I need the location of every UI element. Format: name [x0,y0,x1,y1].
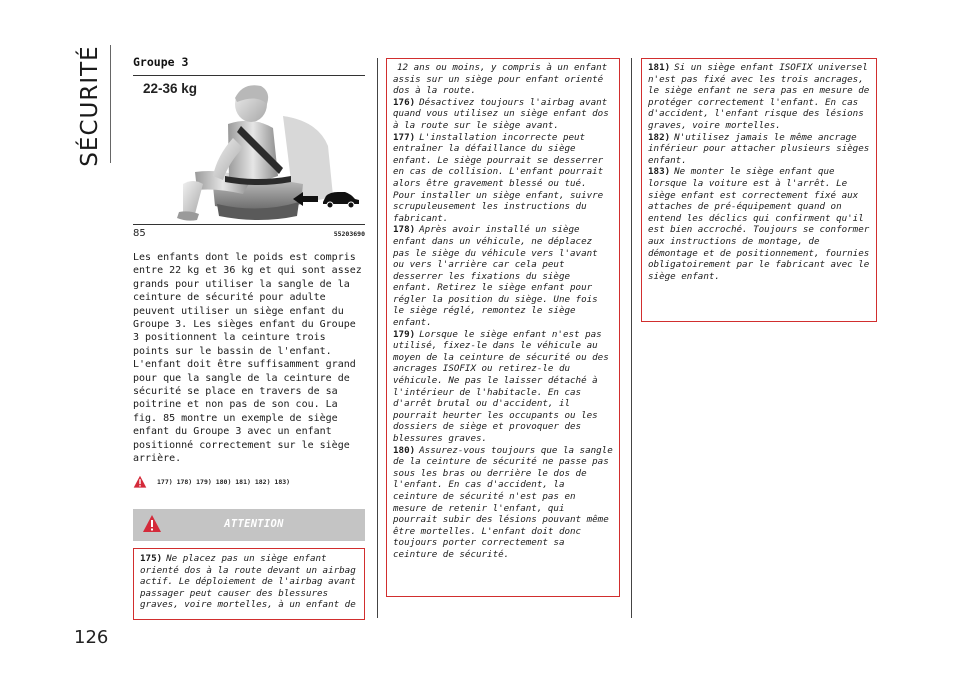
warning-item: 183) Ne monter le siège enfant que lorsque la voiture est à l'arrêt. Le siège enfant est correctement fixé aux attaches de pré-équipement quand on entend les déclics qui confirment qu'il est bien accroché. Toujours se conformer aux instructions de montage, de démontage et de positionnement, fournies obligatoirement par le fabricant avec le siège enfant. [648,166,870,282]
warning-box [133,548,365,620]
warning-item: 181) Si un siège enfant ISOFIX universel n'est pas fixé avec les trois ancrages, le siège enfant ne sera pas en mesure de protéger correctement l'enfant. En cas d'accident, l'enfant risque des lésions graves, voire mortelles. [648,62,870,131]
column-divider [377,58,378,618]
image-code: 55203690 [333,230,365,238]
page-number: 126 [74,627,109,648]
warning-item: 175) Ne placez pas un siège enfant orienté dos à la route devant un airbag actif. Le déploiement de l'airbag avant passager peut causer des blessures graves, voire mortelles, à un enfant de [140,553,356,611]
attention-label: ATTENTION [224,518,284,530]
section-divider [110,45,111,163]
warning-item: 182) N'utilisez jamais le même ancrage inférieur pour attacher plusieurs sièges enfant. [648,131,870,166]
warning-references: 177) 178) 179) 180) 181) 182) 183) [133,475,365,489]
child-seat-illustration [133,76,365,225]
car-direction-icon [323,192,359,208]
warning-triangle-icon [133,475,147,489]
column-divider [631,58,632,618]
warning-item: 177) L'installation incorrecte peut entraîner la défaillance du siège enfant. Le siège pourrait se desserrer en cas de collision. L'enfant pourrait alors être gravement blessé ou tué. Pour installer un siège enfant, suivre scrupuleusement les instructions du fabricant. [393,131,604,224]
warning-item: 180) Assurez-vous toujours que la sangle de la ceinture de sécurité ne passe pas sous les bras ou derrière le dos de l'enfant. En cas d'accident, la ceinture de sécurité n'est pas en mesure de retenir l'enfant, qui pourrait subir des lésions pouvant même être mortelles. L'enfant doit donc toujours porter correctement sa ceinture de sécurité. [393,444,613,560]
warning-item: 178) Après avoir installé un siège enfant dans un véhicule, ne déplacez pas le siège du véhicule vers l'avant ou vers l'arrière car cela peut desserrer les fixations du siège enfant. Retirez le siège enfant pour régler la position du siège. Une fois le siège réglé, remontez le siège enfant. [393,224,598,329]
warning-item: 12 ans ou moins, y compris à un enfant assis sur un siège pour enfant orienté dos à la route. [393,62,608,97]
body-paragraph: Les enfants dont le poids est compris entre 22 kg et 36 kg et qui sont assez grands pour utiliser la sangle de la ceinture de sécurité pour adulte peuvent utiliser un siège enfant du Groupe 3. Les sièges enfant du Groupe 3 positionnent la ceinture trois points sur le bassin de l'enfant. L'enfant doit être suffisamment grand pour que la sangle de la ceinture de sécurité se place en travers de sa poitrine et non pas de son cou. La fig. 85 montre un exemple de siège enfant du Groupe 3 avec un enfant positionné correctement sur le siège arrière. [133,252,362,465]
weight-label: 22-36 kg [143,81,198,96]
figure-illustration [133,75,365,225]
group-heading: Groupe 3 [133,55,189,69]
figure-caption [133,228,365,240]
attention-header [133,509,365,541]
figure-number: 85 [133,228,146,239]
warning-item: 179) Lorsque le siège enfant n'est pas utilisé, fixez-le dans le véhicule au moyen de la ceinture de sécurité ou des ancrages ISOFIX ou retirez-le du véhicule. Ne pas le laisser détaché à l'intérieur de l'habitacle. En cas d'arrêt brutal ou d'accident, il pourrait heurter les occupants ou les dossiers de siège et provoquer des blessures graves. [393,328,609,444]
warning-item: 176) Désactivez toujours l'airbag avant quand vous utilisez un siège enfant dos à la route sur le siège avant. [393,96,609,131]
warning-box [386,58,620,597]
column-1 [133,55,365,489]
warning-box [641,58,877,322]
section-title: SÉCURITÉ [77,44,103,167]
